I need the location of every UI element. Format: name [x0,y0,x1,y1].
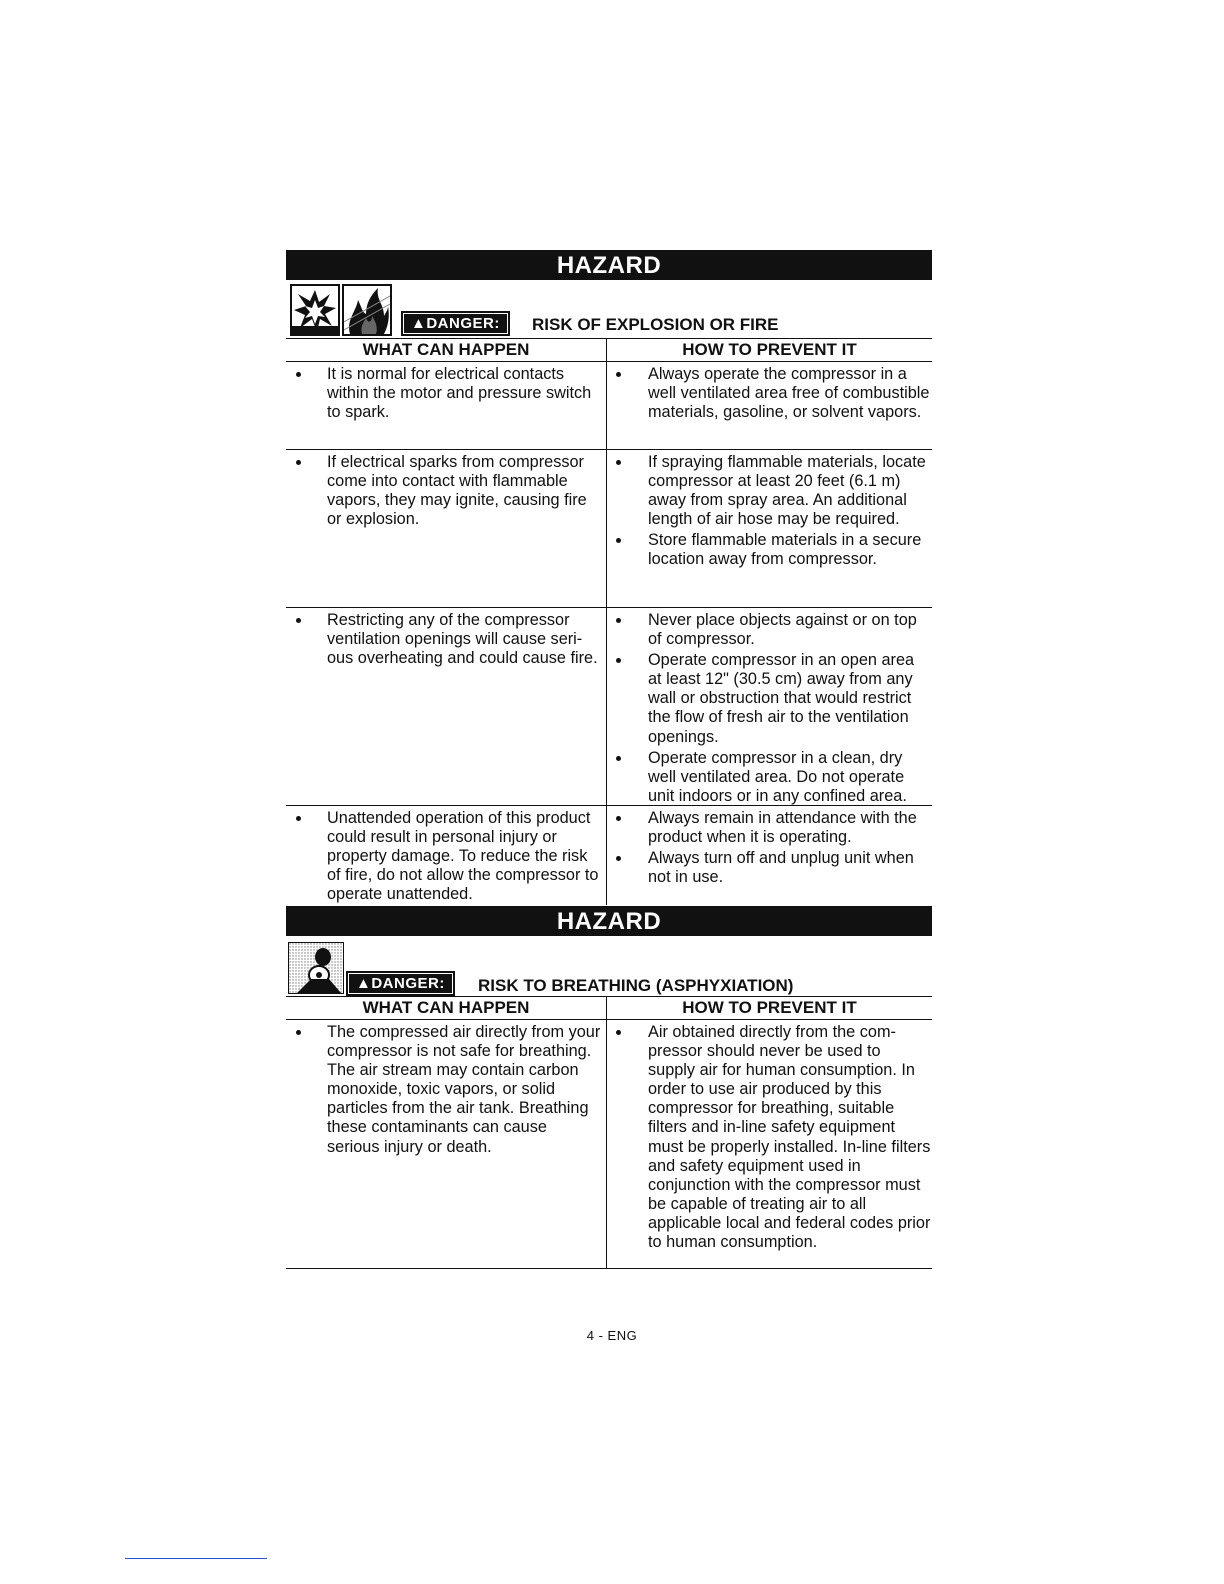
table-row [286,362,932,450]
page-number: 4 - ENG [586,1328,638,1343]
list-item: Always turn off and unplug unit when not in use. [607,849,932,887]
explosion-icon [290,284,340,336]
list-item: Never place objects against or on top of compressor. [607,611,932,649]
hazard-section-breathing [286,906,932,1269]
list-item: Air obtained directly from the compressor should never be used to supply air for human consumption. In order to use air produced by this compressor for breathing, suitable filters and in-line safety equipment must be properly installed. In-line filters and safety equipment used in conjunction with the compressor must be capable of treating air to all applicable local and federal codes prior to human consumption. [607,1023,932,1252]
list-item: Always operate the compressor in a well ventilated area free of combustible materials, gasoline, or solvent vapors. [607,365,932,422]
risk-title: RISK OF EXPLOSION OR FIRE [532,315,779,334]
table-row [286,608,932,806]
table-row [286,806,932,905]
hazard-header: HAZARD [286,250,932,280]
fire-icon [342,284,392,336]
respirator-icon [288,942,344,994]
danger-title-row [286,936,932,996]
list-item: The compressed air directly from your compressor is not safe for breathing. The air stream may contain carbon monoxide, toxic vapors, or solid particles from the air tank. Breathing these contaminants can cause serious injury or death. [286,1023,602,1157]
column-headers [286,338,932,362]
hazard-header: HAZARD [286,906,932,936]
list-item: Store flammable materials in a secure location away from compressor. [607,531,932,569]
column-header-what-can-happen: WHAT CAN HAPPEN [286,339,607,361]
hazard-section-explosion [286,250,932,905]
danger-badge: ▲DANGER: [401,311,510,336]
column-headers [286,996,932,1020]
list-item: If spraying flammable materials, locate compressor at least 20 feet (6.1 m) away from spray area. An additional length of air hose may be required. [607,453,932,529]
list-item: Unattended operation of this product could result in personal injury or property damage. To reduce the risk of fire, do not allow the compressor to operate unattended. [286,809,602,904]
footer-rule [125,1558,267,1559]
list-item: Restricting any of the compressor ventilation openings will cause serious overheating and could cause fire. [286,611,602,668]
column-header-how-to-prevent: HOW TO PREVENT IT [682,998,857,1017]
list-item: Operate compressor in a clean, dry well ventilated area. Do not operate unit indoors or in any confined area. [607,749,932,806]
column-header-what-can-happen: WHAT CAN HAPPEN [286,997,607,1019]
table-row [286,1020,932,1269]
table-row [286,450,932,608]
danger-title-row [286,280,932,338]
column-header-how-to-prevent: HOW TO PREVENT IT [682,340,857,359]
list-item: Always remain in attendance with the product when it is operating. [607,809,932,847]
danger-badge: ▲DANGER: [346,971,455,996]
list-item: Operate compressor in an open area at least 12" (30.5 cm) away from any wall or obstruction that would restrict the flow of fresh air to the ventilation openings. [607,651,932,746]
risk-title: RISK TO BREATHING (ASPHYXIATION) [478,976,794,995]
list-item: If electrical sparks from compressor come into contact with flammable vapors, they may ignite, causing fire or explosion. [286,453,602,529]
list-item: It is normal for electrical contacts within the motor and pressure switch to spark. [286,365,602,422]
